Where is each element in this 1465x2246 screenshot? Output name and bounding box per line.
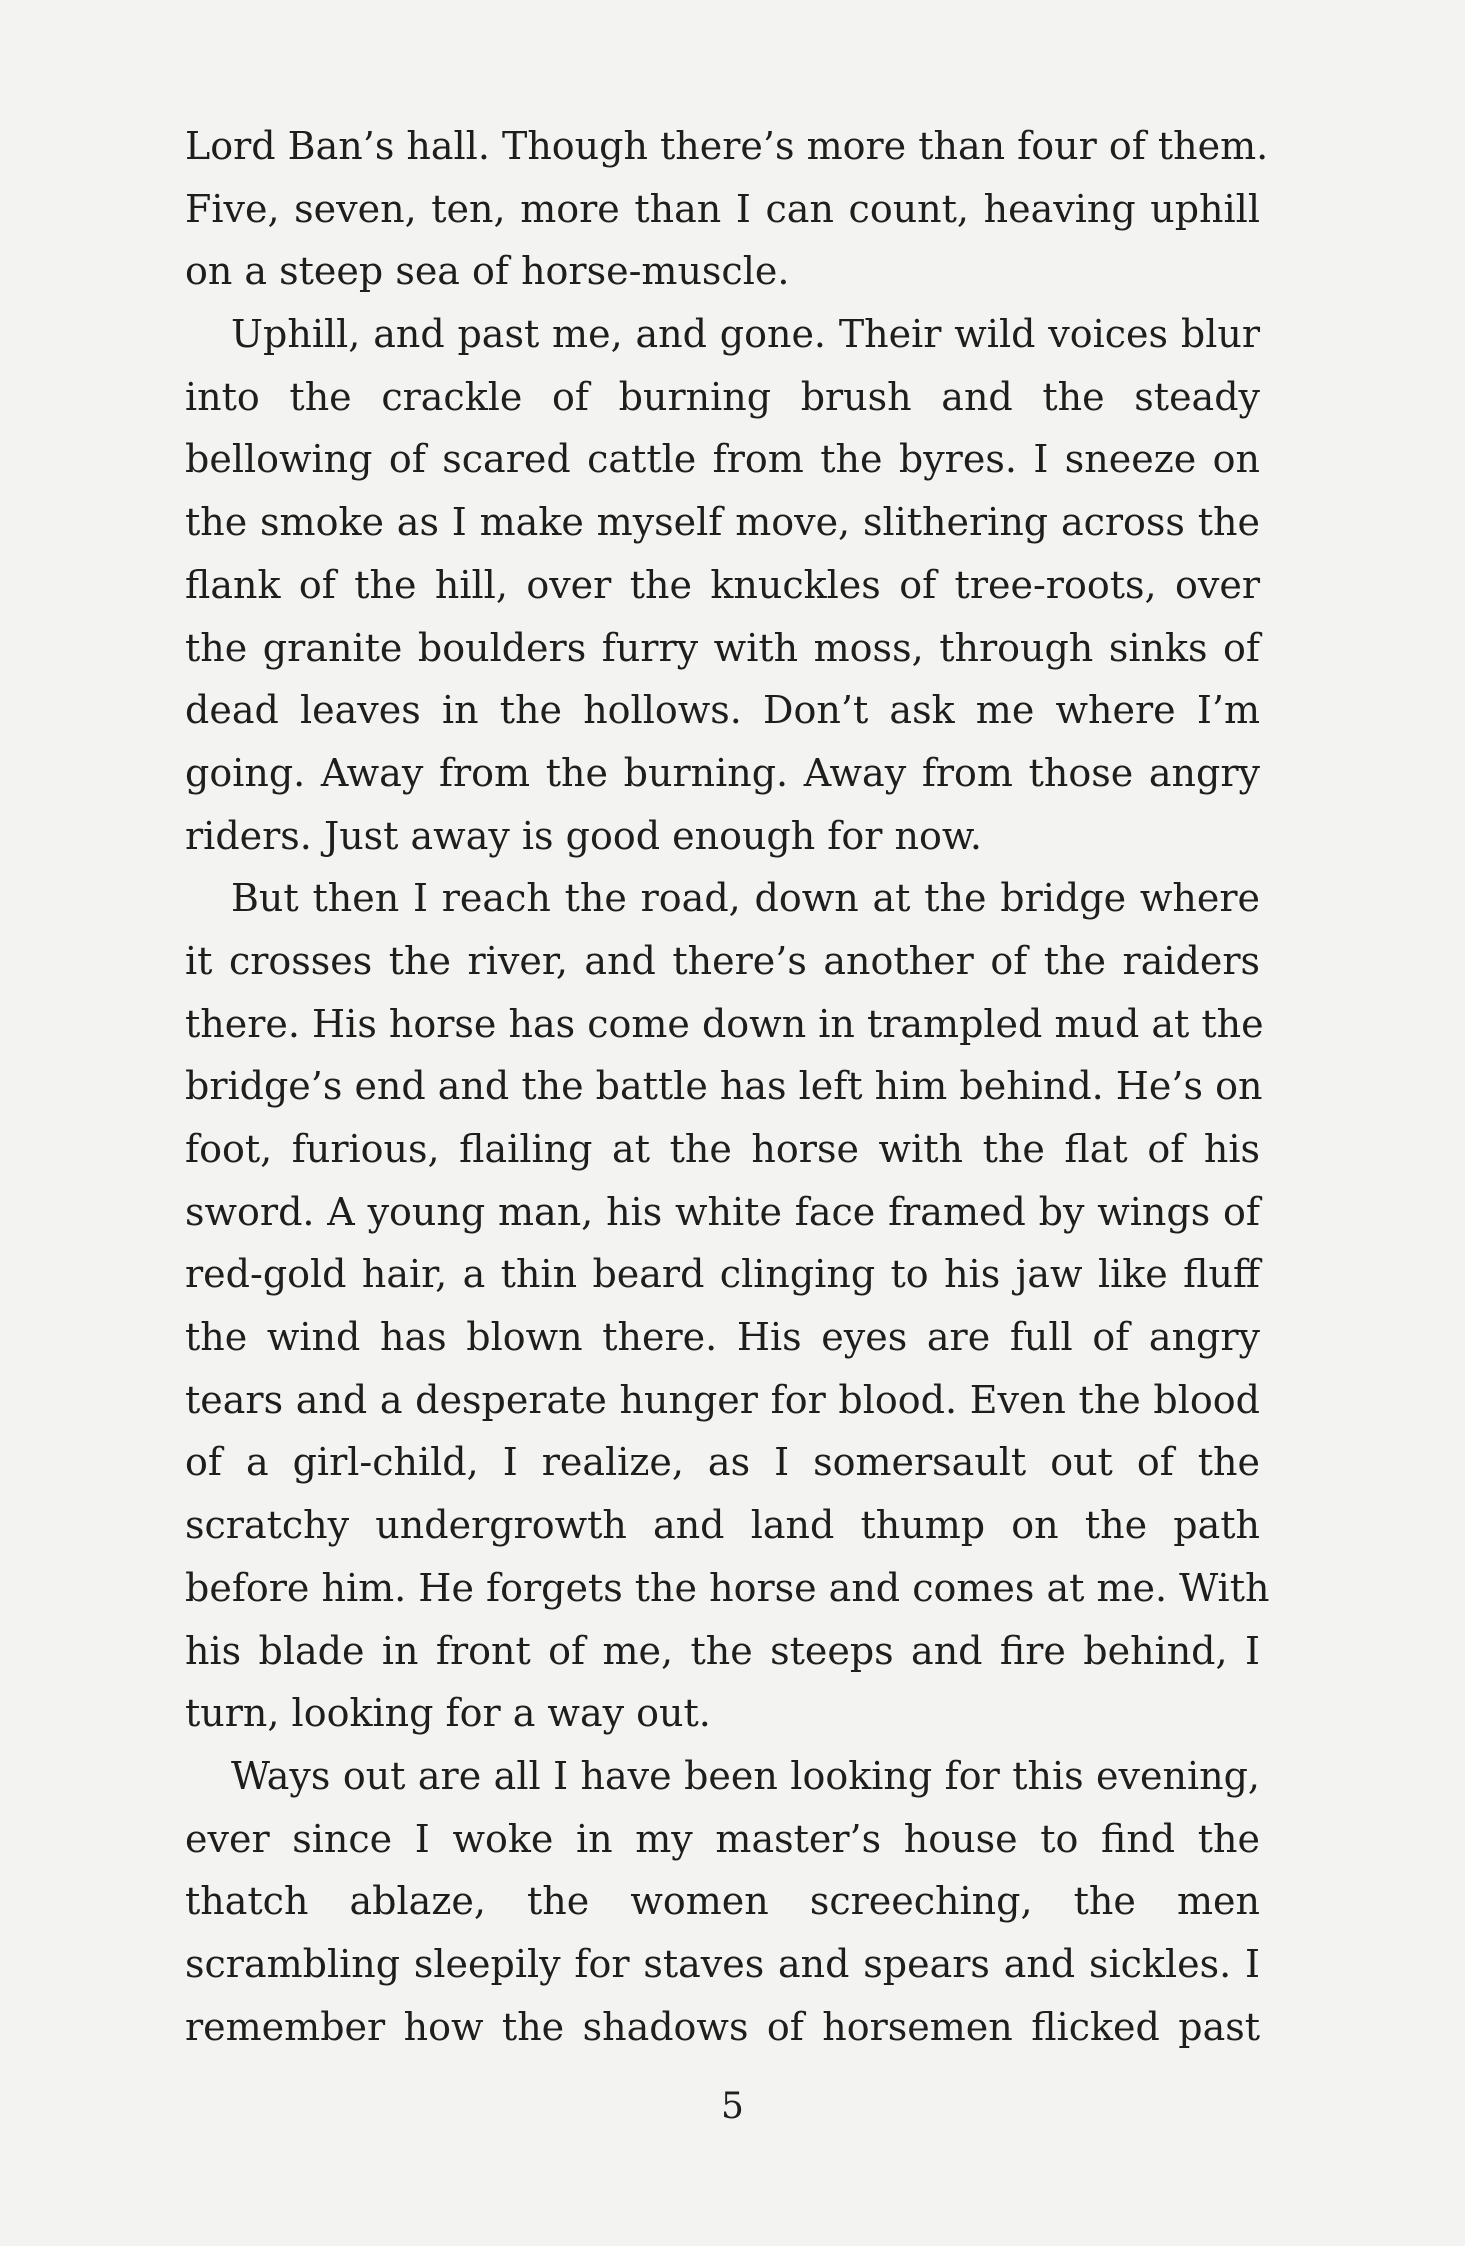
paragraph bbox=[185, 1745, 1260, 2058]
paragraph bbox=[185, 303, 1260, 867]
text-line: remember how the shadows of horsemen flicked past bbox=[185, 2004, 1260, 2049]
text-line: foot, furious, flailing at the horse with the flat of his bbox=[185, 1127, 1260, 1171]
text-line: red-gold hair, a thin beard clinging to his jaw like fluff bbox=[185, 1252, 1260, 1297]
text-line: of a girl-child, I realize, as I somersault out of the bbox=[185, 1440, 1260, 1485]
text-line: scrambling sleepily for staves and spears and sickles. I bbox=[185, 1941, 1260, 1986]
text-line: bridge’s end and the battle has left him behind. He’s on bbox=[185, 1064, 1263, 1109]
text-line: it crosses the river, and there’s another of the raiders bbox=[185, 938, 1260, 983]
text-line: riders. Just away is good enough for now. bbox=[185, 813, 982, 858]
paragraph bbox=[185, 867, 1270, 1745]
text-line: his blade in front of me, the steeps and fire behind, I bbox=[185, 1628, 1260, 1673]
text-line: Lord Ban’s hall. Though there’s more than four of them. bbox=[185, 124, 1269, 168]
text-line: thatch ablaze, the women screeching, the men bbox=[185, 1879, 1260, 1924]
text-line: the wind has blown there. His eyes are full of angry bbox=[185, 1315, 1260, 1360]
text-line: turn, looking for a way out. bbox=[185, 1691, 711, 1736]
text-line: ever since I woke in my master’s house to find the bbox=[185, 1816, 1260, 1861]
paragraph bbox=[185, 115, 1269, 303]
text-line: But then I reach the road, down at the bridge where bbox=[231, 876, 1260, 921]
text-line: scratchy undergrowth and land thump on the path bbox=[185, 1503, 1260, 1548]
text-line: on a steep sea of horse-muscle. bbox=[185, 249, 790, 294]
text-line: Ways out are all I have been looking for this evening, bbox=[231, 1753, 1260, 1798]
text-line: bellowing of scared cattle from the byres. I sneeze on bbox=[185, 437, 1260, 482]
text-line: the granite boulders furry with moss, through sinks of bbox=[185, 625, 1260, 670]
text-line: before him. He forgets the horse and comes at me. With bbox=[185, 1565, 1270, 1610]
text-line: tears and a desperate hunger for blood. Even the blood bbox=[185, 1377, 1260, 1422]
text-line: flank of the hill, over the knuckles of tree-roots, over bbox=[185, 562, 1260, 607]
page-number: 5 bbox=[721, 2086, 744, 2127]
body-text bbox=[185, 115, 1270, 2058]
text-line: going. Away from the burning. Away from those angry bbox=[185, 750, 1260, 795]
text-line: dead leaves in the hollows. Don’t ask me where I’m bbox=[185, 688, 1260, 733]
text-line: Uphill, and past me, and gone. Their wild voices blur bbox=[231, 312, 1260, 357]
text-line: the smoke as I make myself move, slithering across the bbox=[185, 500, 1260, 545]
text-line: into the crackle of burning brush and the steady bbox=[185, 374, 1260, 419]
text-line: Five, seven, ten, more than I can count, heaving uphill bbox=[185, 186, 1260, 231]
text-line: sword. A young man, his white face framed by wings of bbox=[185, 1189, 1260, 1234]
text-line: there. His horse has come down in trampled mud at the bbox=[185, 1001, 1264, 1046]
